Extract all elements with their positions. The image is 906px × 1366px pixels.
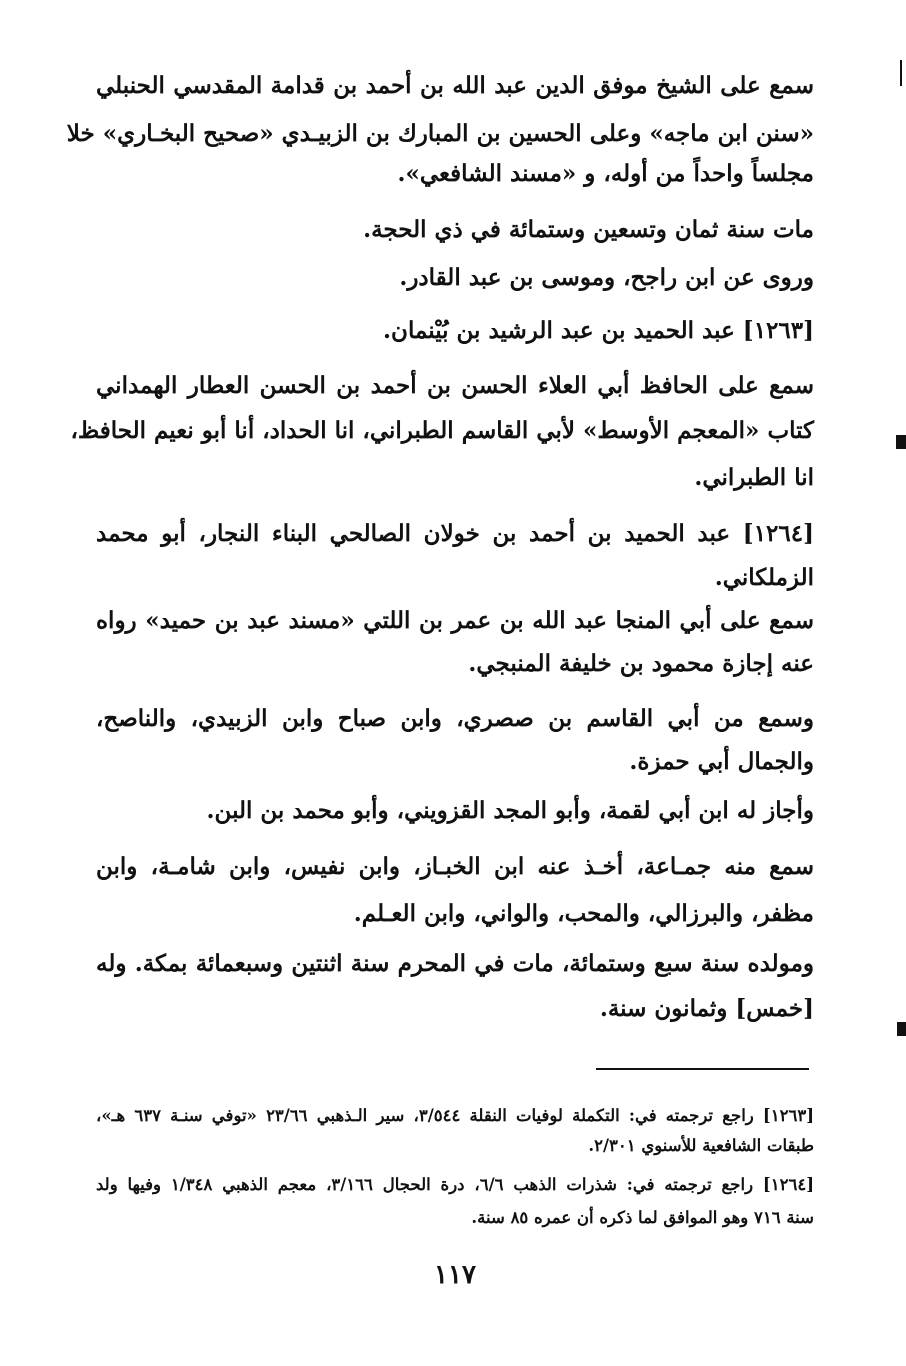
text-line: والجمال أبي حمزة. — [629, 748, 814, 775]
text-line: سمع منه جمـاعة، أخـذ عنه ابن الخبـاز، وابن نفيس، وابن شامـة، وابن — [96, 853, 814, 880]
entry-heading: الزملكاني. — [714, 564, 814, 591]
footnote-line: سنة ٧١٦ وهو الموافق لما ذكره أن عمره ٨٥ سنة. — [471, 1208, 814, 1227]
entry-heading: [١٢٦٣] عبد الحميد بن عبد الرشيد بن بُيْنمان. — [383, 317, 814, 344]
text-line: مات سنة ثمان وتسعين وستمائة في ذي الحجة. — [363, 216, 814, 243]
text-line: ومولده سنة سبع وستمائة، مات في المحرم سنة اثنتين وسبعمائة بمكة. وله — [96, 950, 814, 977]
text-line: مظفر، والبرزالي، والمحب، والواني، وابن العـلم. — [353, 900, 814, 927]
text-line: عنه إجازة محمود بن خليفة المنبجي. — [468, 650, 814, 677]
text-line: مجلساً واحداً من أوله، و «مسند الشافعي». — [397, 160, 814, 187]
text-line: انا الطبراني. — [694, 464, 814, 491]
footnote-line: [١٢٦٣] راجع ترجمته في: التكملة لوفيات النقلة ٣/٥٤٤، سير الـذهبي ٢٣/٦٦ «توفي سنـة ٦٣٧ هـ»، — [96, 1106, 814, 1125]
text-line: سمع على الشيخ موفق الدين عبد الله بن أحمد بن قدامة المقدسي الحنبلي — [96, 72, 814, 99]
text-line: سمع على أبي المنجا عبد الله بن عمر بن اللتي «مسند عبد بن حميد» رواه — [96, 607, 814, 634]
entry-heading: [١٢٦٤] عبد الحميد بن أحمد بن خولان الصالحي البناء النجار، أبو محمد — [96, 520, 814, 547]
footnote-line: [١٢٦٤] راجع ترجمته في: شذرات الذهب ٦/٦، درة الحجال ٣/١٦٦، معجم الذهبي ١/٣٤٨ وفيها ولد — [96, 1175, 814, 1194]
binding-mark — [897, 1022, 906, 1036]
edge-mark — [900, 60, 902, 86]
text-line: وأجاز له ابن أبي لقمة، وأبو المجد القزويني، وأبو محمد بن البن. — [206, 797, 814, 824]
binding-mark — [896, 435, 906, 449]
text-line: وروى عن ابن راجح، وموسى بن عبد القادر. — [399, 264, 814, 291]
text-line: [خمس] وثمانون سنة. — [599, 995, 814, 1022]
footnote-line: طبقات الشافعية للأسنوي ٢/٣٠١. — [588, 1136, 814, 1155]
text-line: وسمع من أبي القاسم بن صصري، وابن صباح وابن الزبيدي، والناصح، — [96, 705, 814, 732]
text-line: سمع على الحافظ أبي العلاء الحسن بن أحمد بن الحسن العطار الهمداني — [96, 372, 814, 399]
text-line: «سنن ابن ماجه» وعلى الحسين بن المبارك بن الزبيـدي «صحيح البخـاري» خلا — [66, 120, 814, 147]
footnote-separator — [596, 1068, 809, 1070]
text-line: كتاب «المعجم الأوسط» لأبي القاسم الطبراني، انا الحداد، أنا أبو نعيم الحافظ، — [70, 417, 814, 444]
page-number: ١١٧ — [434, 1260, 476, 1290]
